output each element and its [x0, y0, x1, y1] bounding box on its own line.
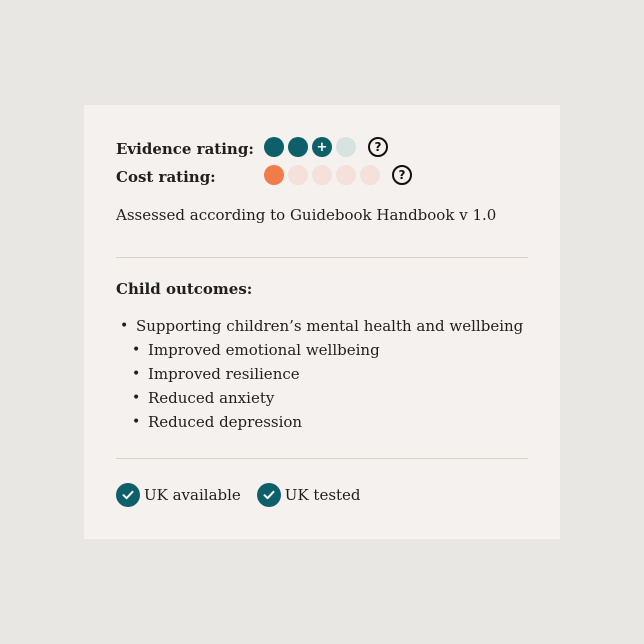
evidence-dot-filled — [288, 137, 308, 157]
evidence-dot-filled — [264, 137, 284, 157]
check-circle-icon — [257, 483, 281, 507]
evidence-dot-empty — [336, 137, 356, 157]
bullet-icon: • — [132, 414, 141, 430]
cost-rating-row — [116, 163, 412, 187]
evidence-help-icon[interactable]: ? — [368, 137, 388, 157]
uk-available-badge — [116, 483, 241, 507]
cost-rating-label: Cost rating: — [116, 168, 216, 186]
cost-dot-empty — [312, 165, 332, 185]
outcome-sub-item — [116, 386, 523, 410]
evidence-rating-dots — [264, 137, 360, 157]
divider — [116, 257, 528, 258]
cost-dot-empty — [336, 165, 356, 185]
evidence-dot-plus-icon: + — [312, 137, 332, 157]
divider — [116, 458, 528, 459]
programme-card — [84, 105, 560, 539]
uk-tested-label: UK tested — [284, 486, 361, 504]
cost-dot-empty — [360, 165, 380, 185]
outcome-sub-label: Reduced anxiety — [148, 389, 275, 407]
bullet-icon: • — [132, 390, 141, 406]
cost-rating-dots — [264, 165, 384, 185]
assessment-note: Assessed according to Guidebook Handbook v 1.0 — [116, 206, 497, 224]
outcome-sub-item — [116, 410, 523, 434]
cost-help-icon[interactable]: ? — [392, 165, 412, 185]
outcome-main-label: Supporting children’s mental health and wellbeing — [136, 317, 524, 335]
check-circle-icon — [116, 483, 140, 507]
cost-dot-empty — [288, 165, 308, 185]
bullet-icon: • — [132, 342, 141, 358]
evidence-rating-row — [116, 135, 388, 159]
child-outcomes-list — [116, 314, 523, 434]
cost-dot-filled — [264, 165, 284, 185]
outcome-sub-label: Improved emotional wellbeing — [148, 341, 380, 359]
availability-badges — [116, 483, 377, 507]
outcome-main-item — [116, 314, 523, 338]
bullet-icon: • — [120, 318, 129, 334]
outcome-sub-label: Improved resilience — [148, 365, 300, 383]
child-outcomes-title: Child outcomes: — [116, 280, 253, 298]
uk-available-label: UK available — [144, 486, 241, 504]
bullet-icon: • — [132, 366, 141, 382]
outcome-sub-label: Reduced depression — [148, 413, 303, 431]
outcome-sub-item — [116, 362, 523, 386]
evidence-rating-label: Evidence rating: — [116, 140, 254, 158]
uk-tested-badge — [257, 483, 361, 507]
outcome-sub-item — [116, 338, 523, 362]
